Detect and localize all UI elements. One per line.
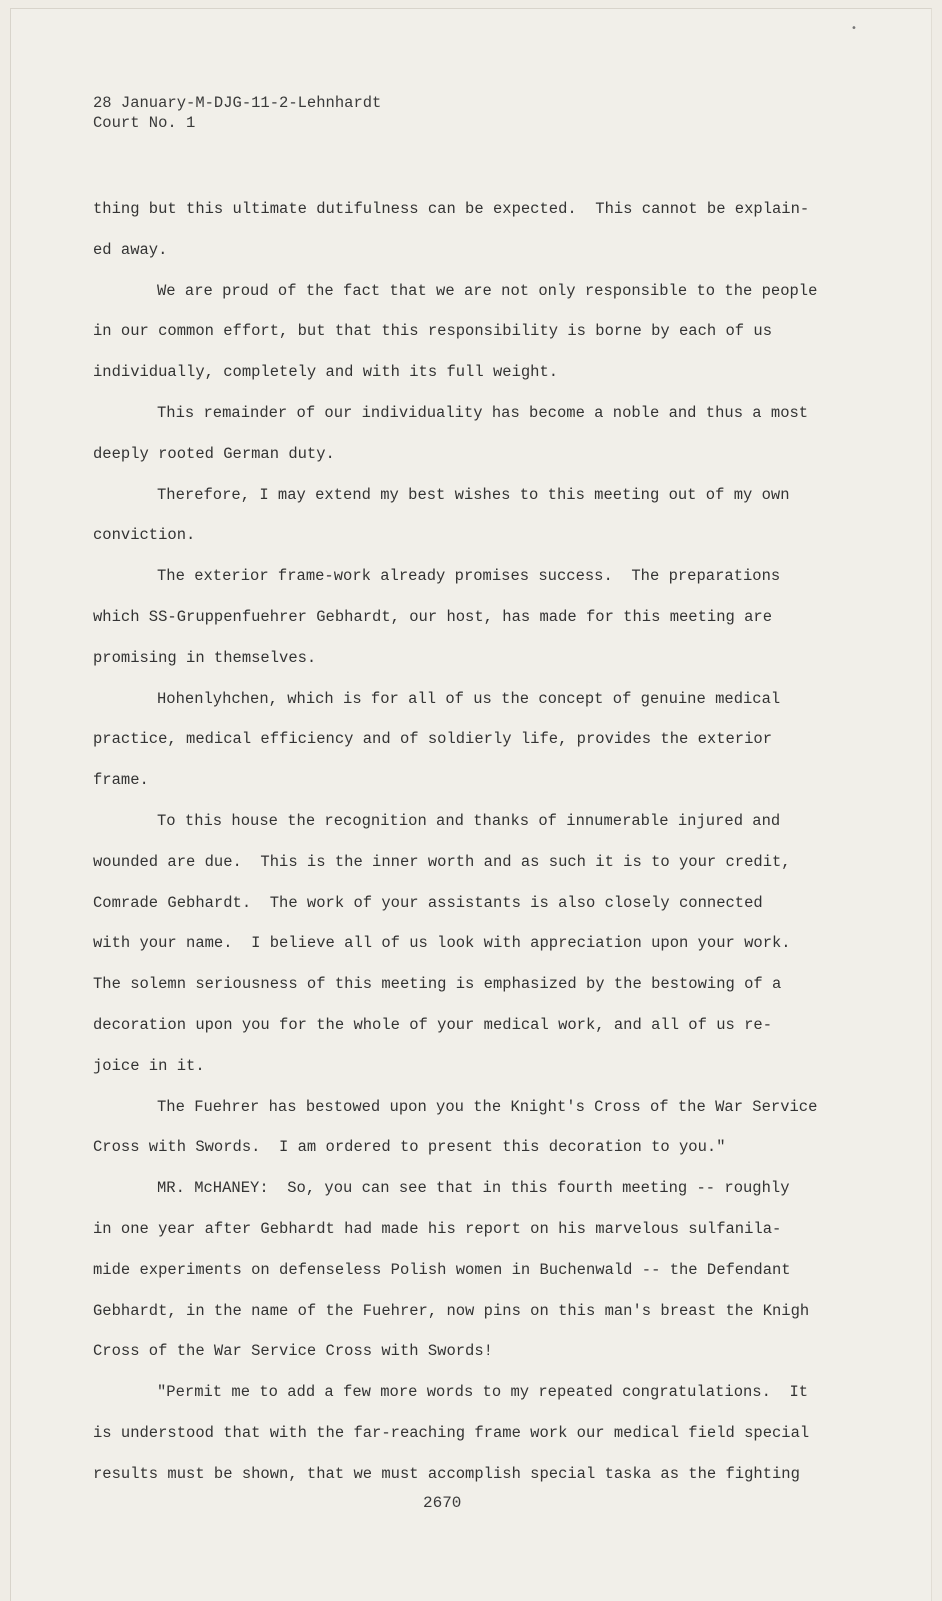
transcript-line: with your name. I believe all of us look with appreciation upon your work. <box>93 934 791 953</box>
transcript-line: joice in it. <box>93 1056 205 1075</box>
transcript-line: The Fuehrer has bestowed upon you the Knight's Cross of the War Service <box>157 1097 818 1116</box>
transcript-line: The exterior frame-work already promises success. The preparations <box>157 567 781 586</box>
transcript-line: deeply rooted German duty. <box>93 444 335 463</box>
transcript-line: We are proud of the fact that we are not only responsible to the people <box>157 281 818 300</box>
transcript-line: Comrade Gebhardt. The work of your assistants is also closely connected <box>93 893 763 912</box>
transcript-line: frame. <box>93 771 149 790</box>
transcript-line: ed away. <box>93 240 168 259</box>
transcript-line: individually, completely and with its full weight. <box>93 363 559 382</box>
transcript-line: decoration upon you for the whole of your medical work, and all of us re- <box>93 1015 773 1034</box>
transcript-line: The solemn seriousness of this meeting is emphasized by the bestowing of a <box>93 975 782 994</box>
transcript-line: mide experiments on defenseless Polish women in Buchenwald -- the Defendant <box>93 1260 791 1279</box>
transcript-line: "Permit me to add a few more words to my repeated congratulations. It <box>157 1383 809 1402</box>
transcript-line: MR. McHANEY: So, you can see that in this fourth meeting -- roughly <box>157 1179 790 1198</box>
transcript-line: in one year after Gebhardt had made his report on his marvelous sulfanila- <box>93 1219 782 1238</box>
transcript-line: promising in themselves. <box>93 648 317 667</box>
transcript-line: conviction. <box>93 526 196 545</box>
document-page <box>10 8 932 1601</box>
transcript-line: To this house the recognition and thanks of innumerable injured and <box>157 811 781 830</box>
transcript-line: thing but this ultimate dutifulness can be expected. This cannot be explain- <box>93 200 810 218</box>
transcript-line: in our common effort, but that this responsibility is borne by each of us <box>93 322 773 341</box>
transcript-line: Gebhardt, in the name of the Fuehrer, now pins on this man's breast the Knigh <box>93 1301 810 1320</box>
transcript-line: results must be shown, that we must accomplish special taska as the fighting <box>93 1464 800 1483</box>
transcript-line: Cross of the War Service Cross with Swords! <box>93 1342 493 1361</box>
header-court-line: Court No. 1 <box>93 114 196 132</box>
transcript-line: Hohenlyhchen, which is for all of us the concept of genuine medical <box>157 689 781 708</box>
transcript-body <box>93 189 893 1495</box>
stray-mark: • <box>851 23 857 34</box>
transcript-line: is understood that with the far-reaching frame work our medical field special <box>93 1423 810 1442</box>
transcript-line: This remainder of our individuality has become a noble and thus a most <box>157 403 809 422</box>
page-number: 2670 <box>423 1494 462 1512</box>
transcript-line: Cross with Swords. I am ordered to present this decoration to you." <box>93 1138 726 1157</box>
document-header <box>93 93 381 133</box>
transcript-line: practice, medical efficiency and of soldierly life, provides the exterior <box>93 730 773 749</box>
transcript-line: wounded are due. This is the inner worth and as such it is to your credit, <box>93 852 791 871</box>
header-docket-line: 28 January-M-DJG-11-2-Lehnhardt <box>93 94 382 112</box>
transcript-line: which SS-Gruppenfuehrer Gebhardt, our host, has made for this meeting are <box>93 607 773 626</box>
transcript-line: Therefore, I may extend my best wishes to this meeting out of my own <box>157 485 790 504</box>
